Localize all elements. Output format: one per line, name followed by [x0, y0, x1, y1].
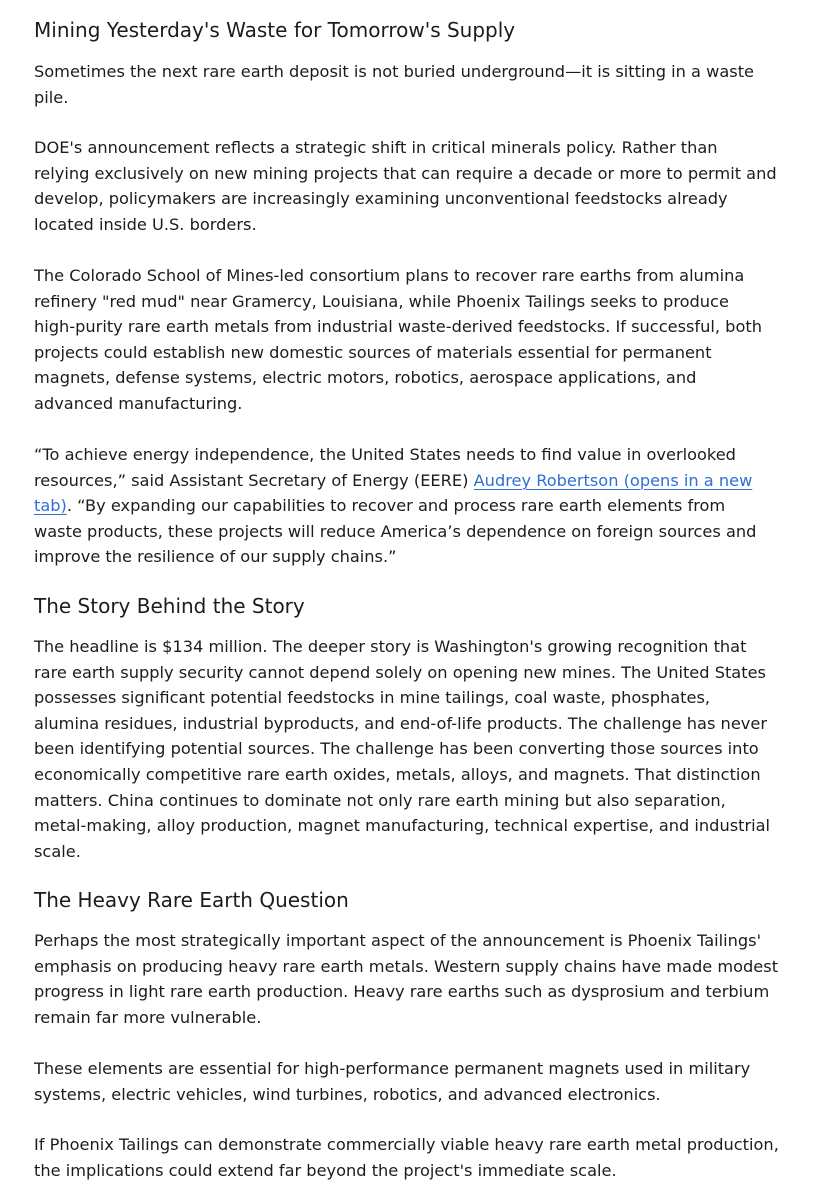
paragraph-consortium — [34, 263, 824, 417]
text-line: progress in light rare earth production. Heavy rare earths such as dysprosium and terbium — [34, 982, 770, 1002]
paragraph-implications — [34, 1132, 824, 1183]
paragraph-headline-story — [34, 634, 824, 864]
text-line: The headline is $134 million. The deeper story is Washington's growing recognition that — [34, 637, 747, 656]
text-line: refinery "red mud" near Gramercy, Louisiana, while Phoenix Tailings seeks to produce — [34, 291, 729, 311]
text-line: been identifying potential sources. The challenge has been converting those sources into — [34, 739, 759, 759]
text-line — [34, 468, 824, 494]
section-heading-story-behind: The Story Behind the Story — [34, 594, 305, 618]
section-heading-heavy-rare-earth: The Heavy Rare Earth Question — [34, 888, 349, 912]
text-line: projects could establish new domestic sources of materials essential for permanent — [34, 342, 712, 362]
text-line: Perhaps the most strategically important aspect of the announcement is Phoenix Tailings' — [34, 931, 762, 950]
text-line: matters. China continues to dominate not only rare earth mining but also separation, — [34, 790, 726, 810]
paragraph-elements-essential — [34, 1056, 824, 1107]
text-line: DOE's announcement reflects a strategic shift in critical minerals policy. Rather than — [34, 138, 718, 157]
section-heading-mining-waste: Mining Yesterday's Waste for Tomorrow's Supply — [34, 18, 516, 42]
quote-text: . “By expanding our capabilities to recover and process rare earth elements from — [66, 496, 726, 516]
text-line: economically competitive rare earth oxides, metals, alloys, and magnets. That distinction — [34, 764, 761, 784]
text-line: These elements are essential for high-performance permanent magnets used in military — [34, 1059, 751, 1078]
text-line: pile. — [34, 87, 69, 107]
text-line: rare earth supply security cannot depend solely on opening new mines. The United States — [34, 662, 766, 682]
text-line: advanced manufacturing. — [34, 393, 243, 413]
text-line: metal-making, alloy production, magnet manufacturing, technical expertise, and industrial — [34, 816, 771, 836]
paragraph-phoenix-tailings — [34, 928, 824, 1030]
text-line: relying exclusively on new mining projects that can require a decade or more to permit and — [34, 163, 777, 183]
text-line: possesses significant potential feedstocks in mine tailings, coal waste, phosphates, — [34, 688, 711, 708]
text-line: remain far more vulnerable. — [34, 1007, 262, 1027]
paragraph-doe-announcement — [34, 135, 824, 237]
text-line — [34, 493, 824, 519]
paragraph-quote — [34, 442, 824, 570]
text-line: scale. — [34, 841, 81, 861]
text-line: If Phoenix Tailings can demonstrate commercially viable heavy rare earth metal production, — [34, 1135, 779, 1154]
paragraph-intro — [34, 59, 824, 110]
text-line: improve the resilience of our supply chains.” — [34, 547, 397, 567]
text-line: magnets, defense systems, electric motors, robotics, aerospace applications, and — [34, 368, 697, 388]
text-line: emphasis on producing heavy rare earth metals. Western supply chains have made modest — [34, 956, 779, 976]
quote-text: resources,” said Assistant Secretary of Energy (EERE) — [34, 470, 474, 490]
text-line: alumina residues, industrial byproducts, and end-of-life products. The challenge has never — [34, 713, 767, 733]
text-line: high-purity rare earth metals from industrial waste-derived feedstocks. If successful, both — [34, 317, 762, 337]
text-line: the implications could extend far beyond the project's immediate scale. — [34, 1160, 617, 1180]
audrey-robertson-link[interactable]: Audrey Robertson (opens in a new — [473, 470, 753, 490]
text-line: systems, electric vehicles, wind turbines, robotics, and advanced electronics. — [34, 1084, 661, 1104]
text-line: The Colorado School of Mines-led consortium plans to recover rare earths from alumina — [34, 266, 745, 285]
text-line: “To achieve energy independence, the United States needs to find value in overlooked — [34, 445, 736, 464]
text-line: Sometimes the next rare earth deposit is not buried underground—it is sitting in a waste — [34, 62, 754, 81]
text-line: located inside U.S. borders. — [34, 214, 257, 234]
text-line: develop, policymakers are increasingly examining unconventional feedstocks already — [34, 189, 728, 209]
audrey-robertson-link-continued[interactable]: tab) — [34, 496, 67, 516]
text-line: waste products, these projects will reduce America’s dependence on foreign sources and — [34, 521, 757, 541]
